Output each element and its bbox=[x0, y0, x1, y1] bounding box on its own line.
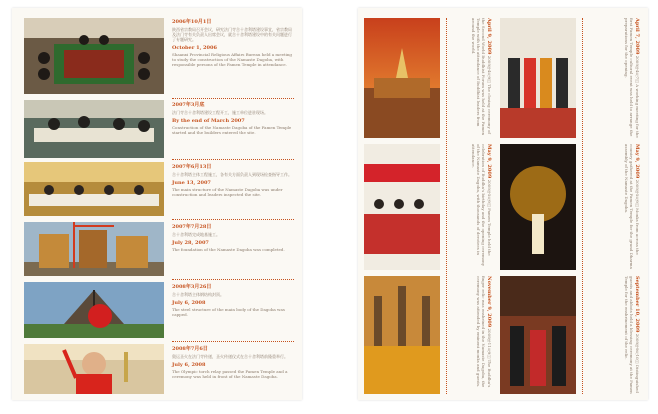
vertical-entry bbox=[586, 276, 640, 394]
entry-text: Monks from across the country gathered at the Famen Temple for the grand Dharma assembly of the Namaste Dagoba. bbox=[624, 144, 640, 269]
entry-date-en: July 6, 2008 bbox=[172, 300, 206, 306]
entry-text-en: The Olympic torch relay passed the Famen Temple and a ceremony was held in front of the Namaste Dagoba. bbox=[172, 369, 288, 379]
entry-text-en: The main structure of the Namaste Dagoba was under construction and leaders inspected the site. bbox=[172, 187, 283, 197]
photo-hall-meeting bbox=[364, 144, 440, 270]
entry-text-cn: 陕西省宗教局召开会议，研究法门寺合十舍利塔建设事宜，省宗教局及法门寺有关负责人出席会议，就合十舍利塔建设中的有关问题进行了专题研究。 bbox=[172, 27, 292, 42]
photo-guests-group bbox=[500, 18, 576, 138]
entry-date-en: April 7, 2009 bbox=[634, 18, 640, 55]
photo-abbots-ceremony bbox=[500, 276, 576, 394]
entry-text-en: The foundation of the Namaste Dagoba was completed. bbox=[172, 247, 285, 252]
entry-text-en: Shaanxi Provincial Religious Affairs Bureau held a meeting to study the construction of the Namaste Dagoba, with responsible persons of the Famen Temple in attendance. bbox=[172, 52, 292, 67]
divider bbox=[172, 98, 294, 99]
photo-steel-structure bbox=[24, 282, 164, 338]
entry-date-en: November 9, 2009 bbox=[486, 276, 492, 328]
timeline-entry bbox=[172, 101, 294, 135]
left-page bbox=[12, 8, 302, 400]
entry-date-en: July 28, 2007 bbox=[172, 240, 209, 246]
entry-text-cn: 合十舍利塔主体工程施工，各有关方面负责人到现场检查指导工作。 bbox=[172, 172, 292, 177]
vertical-entry bbox=[450, 276, 492, 394]
entry-date-cn: 2009年4月7日 bbox=[635, 55, 640, 83]
photo-conference bbox=[24, 162, 164, 216]
photo-office-meeting bbox=[24, 100, 164, 158]
entry-date-cn: 2009年5月9日 bbox=[635, 179, 640, 207]
divider bbox=[172, 219, 294, 220]
entry-date-cn: 2007年6月13日 bbox=[172, 164, 212, 170]
entry-text: Famen Temple held the celebration of Buddha's birthday and the opening ceremony of the Namaste Dagoba, with thousands of devotees in attendance. bbox=[471, 144, 492, 266]
entry-text-cn: 奥运圣火在法门寺传递，圣火传递仪式在合十舍利塔前隆重举行。 bbox=[172, 354, 288, 359]
entry-date-en: May 9, 2009 bbox=[486, 144, 492, 179]
vertical-entry bbox=[586, 144, 640, 270]
vertical-entry bbox=[450, 144, 492, 270]
entry-date-cn: 2009年5月9日 bbox=[487, 179, 492, 207]
timeline-entry bbox=[172, 18, 294, 67]
entry-date-cn: 2006年10月1日 bbox=[172, 19, 212, 25]
entry-date-cn: 2008年3月26日 bbox=[172, 284, 212, 290]
divider bbox=[172, 159, 294, 160]
entry-date-en: September 10, 2009 bbox=[634, 276, 640, 333]
divider bbox=[582, 18, 583, 394]
entry-date-en: October 1, 2006 bbox=[172, 45, 217, 51]
entry-date-en: By the end of March 2007 bbox=[172, 118, 245, 124]
divider bbox=[446, 18, 447, 394]
entry-date-en: June 13, 2007 bbox=[172, 180, 211, 186]
entry-text: A working meeting for the first Famen Temple cultural event was held to arrange the preparations for the opening. bbox=[624, 18, 640, 138]
timeline-entry bbox=[172, 223, 294, 252]
entry-text-cn: 法门寺合十舍利塔建设工程开工，施工单位进驻现场。 bbox=[172, 110, 268, 115]
photo-temple-sunset bbox=[364, 18, 440, 138]
entry-date-cn: 2009年9月10日 bbox=[635, 333, 640, 364]
right-page bbox=[358, 8, 648, 400]
divider bbox=[172, 279, 294, 280]
entry-date-cn: 2007年7月28日 bbox=[172, 224, 212, 230]
entry-date-en: April 9, 2009 bbox=[486, 18, 492, 55]
photo-monks-pagoda bbox=[364, 276, 440, 394]
photo-night-ceremony bbox=[500, 144, 576, 270]
photo-meeting bbox=[24, 18, 164, 94]
vertical-entry bbox=[450, 18, 492, 138]
timeline-entry bbox=[172, 283, 294, 317]
divider bbox=[172, 341, 294, 342]
entry-text-cn: 合十舍利塔主体钢结构封顶。 bbox=[172, 292, 224, 297]
entry-text-en: The steel structure of the main body of the Dagoba was capped. bbox=[172, 307, 285, 317]
photo-construction-site bbox=[24, 222, 164, 276]
timeline-entry bbox=[172, 163, 294, 197]
entry-date-cn: 2007年3月底 bbox=[172, 102, 205, 108]
entry-date-cn: 2009年11月9日 bbox=[487, 328, 492, 359]
vertical-entry bbox=[586, 18, 640, 138]
entry-date-en: July 6, 2008 bbox=[172, 362, 206, 368]
entry-text: The closing ceremony of the Second World Buddhist Forum was held at the Famen Temple with the attendance of Buddhist leaders from around the world. bbox=[471, 18, 492, 136]
entry-date-cn: 2008年7月6日 bbox=[172, 346, 208, 352]
timeline-entry bbox=[172, 345, 294, 379]
entry-text: Distinguished guests and abbots held a blessing ceremony at the Famen Temple for the enshrinement of the relic. bbox=[624, 276, 640, 394]
entry-text: The Buddha's finger relic was enshrined in the Namaste Dagoba, the ceremony was attended by eminent monks and guests. bbox=[476, 276, 492, 388]
entry-text-en: Construction of the Namaste Dagoba of the Famen Temple started and the builders entered the site. bbox=[172, 125, 292, 135]
entry-date-en: May 9, 2009 bbox=[634, 144, 640, 179]
entry-date-cn: 2009年4月9日 bbox=[487, 55, 492, 83]
photo-torch-relay bbox=[24, 344, 164, 394]
entry-text-cn: 合十舍利塔完成地基施工。 bbox=[172, 232, 220, 237]
